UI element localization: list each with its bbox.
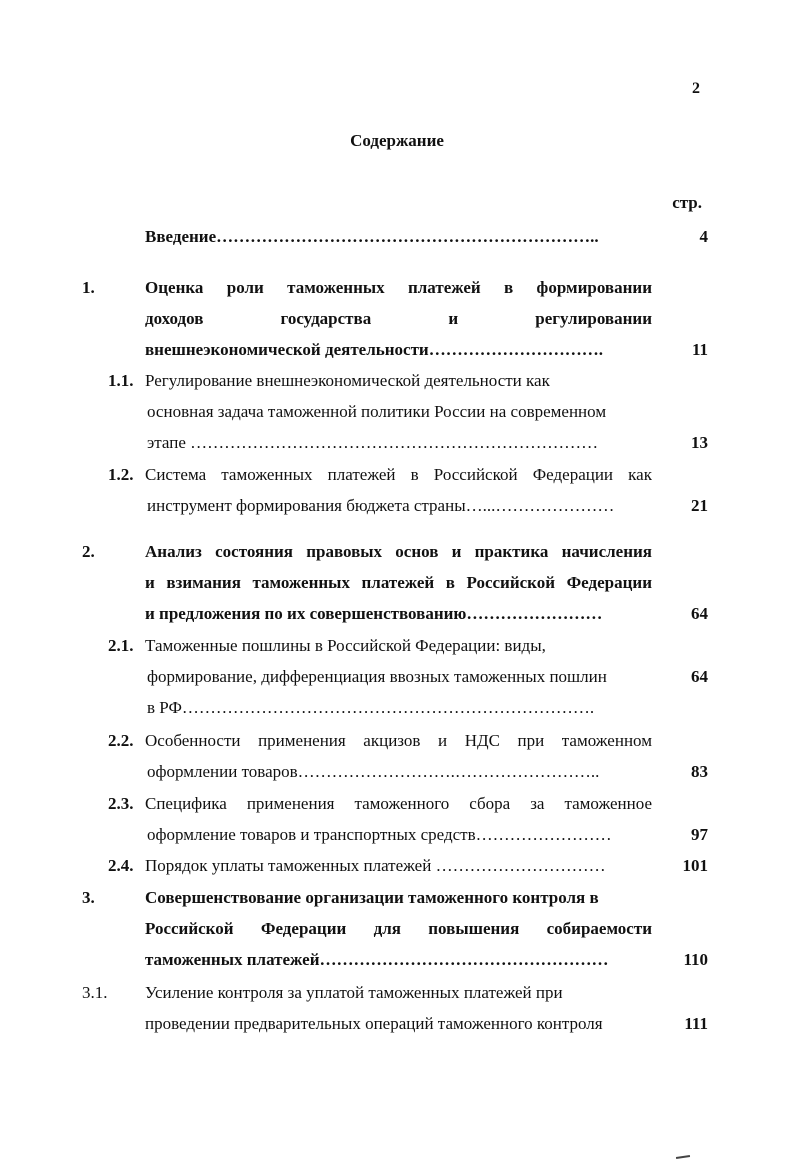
toc-entry-page: 111 bbox=[684, 1014, 708, 1033]
toc-entry-title bbox=[145, 221, 652, 252]
page-title: Содержание bbox=[350, 131, 444, 150]
toc-entry-line: Специфика применения таможенного сбора за таможенное bbox=[145, 794, 652, 813]
toc-entry-number: 2.3. bbox=[108, 794, 134, 813]
toc-entry-line: таможенных платежей…………………………………………… bbox=[145, 950, 609, 969]
toc-entry-line: внешнеэкономической деятельности…………………………. bbox=[145, 340, 603, 359]
toc-entry-title bbox=[145, 536, 652, 629]
toc-entry-line: Система таможенных платежей в Российской Федерации как bbox=[145, 465, 652, 484]
toc-entry-line: Регулирование внешнеэкономической деятельности как bbox=[145, 371, 550, 390]
toc-entry-title bbox=[145, 882, 652, 975]
toc-entry-title bbox=[145, 725, 652, 787]
toc-entry-line: и предложения по их совершенствованию…………………… bbox=[145, 604, 603, 623]
toc-entry-number: 2. bbox=[82, 542, 95, 561]
toc-entry-number: 1.1. bbox=[108, 371, 134, 390]
scan-mark bbox=[676, 1155, 690, 1159]
toc-entry-line: в РФ………………………………………………………………. bbox=[147, 698, 595, 717]
toc-entry-title bbox=[145, 365, 652, 458]
toc-entry-line: этапе ……………………………………………………………… bbox=[147, 433, 599, 452]
toc-entry-line: Оценка роли таможенных платежей в формировании bbox=[145, 278, 652, 297]
toc-entry-line: и взимания таможенных платежей в Российской Федерации bbox=[145, 573, 652, 592]
toc-entry-page: 101 bbox=[682, 856, 708, 875]
toc-entry-line: Порядок уплаты таможенных платежей ………………………… bbox=[145, 856, 606, 875]
toc-entry-number: 2.1. bbox=[108, 636, 134, 655]
toc-entry-title bbox=[145, 977, 652, 1039]
toc-entry-title bbox=[145, 630, 652, 723]
toc-entry-line: формирование, дифференциация ввозных таможенных пошлин bbox=[147, 667, 607, 686]
toc-entry-line: Усиление контроля за уплатой таможенных платежей при bbox=[145, 983, 563, 1002]
toc-entry-number: 3.1. bbox=[82, 983, 108, 1002]
toc-entry-line: инструмент формирования бюджета страны…...………………… bbox=[147, 496, 615, 515]
toc-entry-page: 21 bbox=[691, 496, 708, 515]
toc-entry-page: 97 bbox=[691, 825, 708, 844]
toc-entry-page: 4 bbox=[699, 227, 708, 246]
toc-entry-title bbox=[145, 272, 652, 365]
toc-entry-line: Введение………………………………………………………….. bbox=[145, 227, 599, 246]
toc-entry-page: 110 bbox=[683, 950, 708, 969]
toc-entry-line: Таможенные пошлины в Российской Федерации: виды, bbox=[145, 636, 546, 655]
toc-entry-line: Совершенствование организации таможенного контроля в bbox=[145, 888, 599, 907]
toc-entry-page: 64 bbox=[691, 604, 708, 623]
toc-entry-page: 64 bbox=[691, 667, 708, 686]
toc-entry-title bbox=[145, 850, 652, 881]
toc-entry-number: 2.2. bbox=[108, 731, 134, 750]
toc-entry-number: 1. bbox=[82, 278, 95, 297]
toc-entry-page: 83 bbox=[691, 762, 708, 781]
toc-entry-line: Российской Федерации для повышения собираемости bbox=[145, 919, 652, 938]
toc-entry-line: оформление товаров и транспортных средств…………………… bbox=[147, 825, 612, 844]
toc-entry-line: Анализ состояния правовых основ и практика начисления bbox=[145, 542, 652, 561]
toc-entry-line: основная задача таможенной политики России на современном bbox=[147, 402, 607, 421]
page-number: 2 bbox=[692, 80, 700, 97]
toc-entry-line: доходов государства и регулировании bbox=[145, 309, 652, 328]
page-column-label: стр. bbox=[672, 193, 702, 212]
toc-entry-title bbox=[145, 459, 652, 521]
toc-entry-title bbox=[145, 788, 652, 850]
toc-entry-number: 3. bbox=[82, 888, 95, 907]
toc-entry-page: 11 bbox=[691, 340, 708, 359]
toc-entry-number: 2.4. bbox=[108, 856, 134, 875]
toc-entry-number: 1.2. bbox=[108, 465, 134, 484]
toc-entry-line: оформлении товаров……………………….…………………….. bbox=[147, 762, 600, 781]
toc-entry-line: Особенности применения акцизов и НДС при таможенном bbox=[145, 731, 652, 750]
toc-entry-page: 13 bbox=[691, 433, 708, 452]
toc-entry-line: проведении предварительных операций таможенного контроля bbox=[145, 1014, 603, 1033]
